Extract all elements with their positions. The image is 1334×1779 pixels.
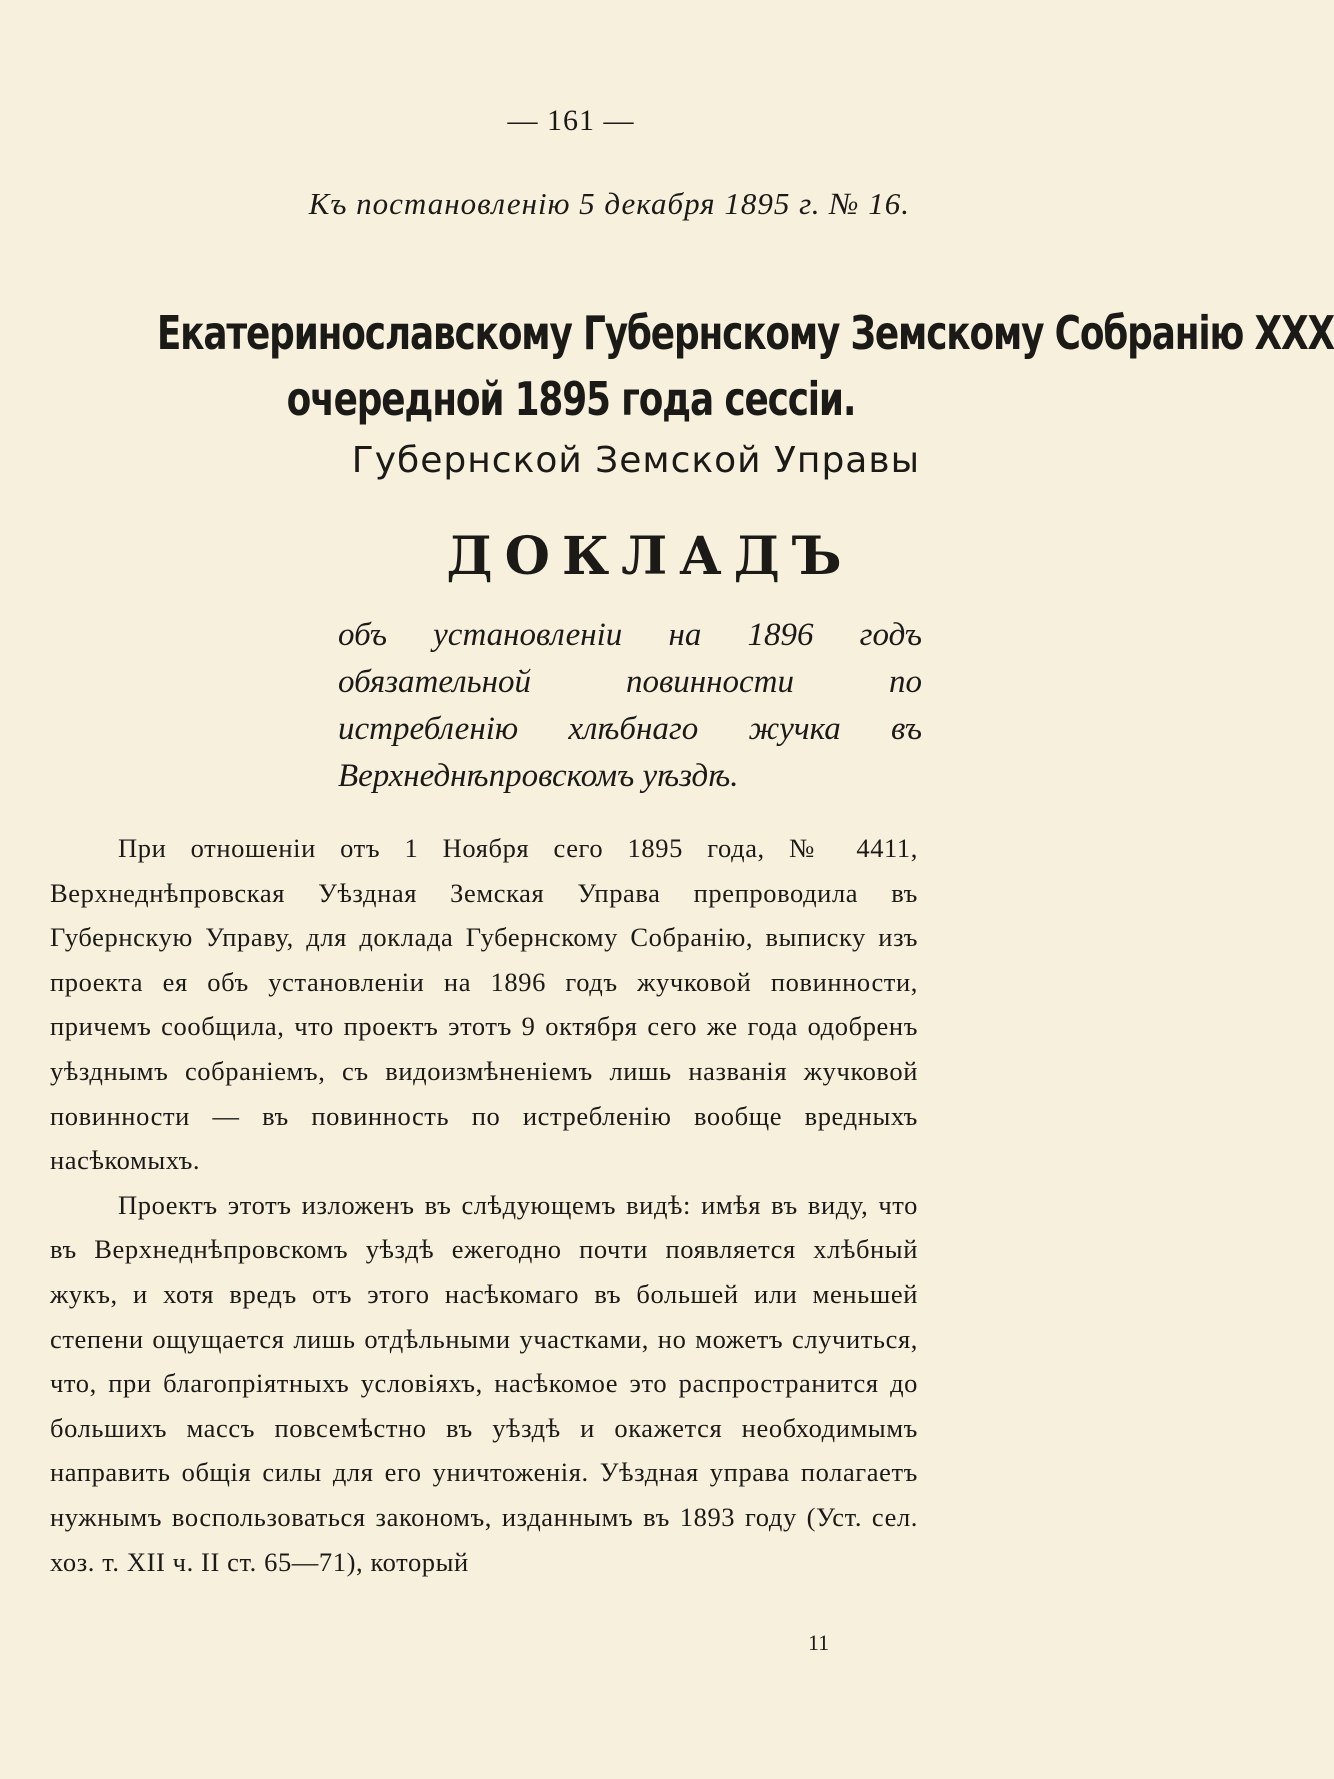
heading-line-2: очередной 1895 года сессіи. (286, 372, 856, 426)
paragraph-1: При отношеніи отъ 1 Ноября сего 1895 года, № 4411, Верхнеднѣпровская Уѣздная Земская Управа препроводила въ Губернскую Управу, для доклада Губернскому Собранію, выписку изъ проекта ея объ установленіи на 1896 годъ жучковой повинности, причемъ сообщила, что проектъ этотъ 9 октября сего же года одобренъ уѣзднымъ собраніемъ, съ видоизмѣненіемъ лишь названія жучковой повинности — въ повинность по истребленію вообще вредныхъ насѣкомыхъ. (50, 833, 918, 1176)
resolution-reference: Къ постановленію 5 декабря 1895 г. № 16. (308, 186, 910, 221)
council-name: Губернской Земской Управы (351, 440, 920, 481)
document-title: ДОКЛАДЪ (446, 526, 854, 587)
body-text (50, 826, 918, 1584)
heading (156, 300, 1334, 432)
paragraph-2: Проектъ этотъ изложенъ въ слѣдующемъ видѣ: имѣя въ виду, что въ Верхнеднѣпровскомъ уѣздѣ ежегодно почти появляется хлѣбный жукъ, и хотя вредъ отъ этого насѣкомаго въ большей или меньшей степени ощущается лишь отдѣльными участками, но можетъ случиться, что, при благопріятныхъ условіяхъ, насѣкомое это распространится до большихъ массъ повсемѣстно въ уѣздѣ и окажется необходимымъ направить общія силы для его уничтоженія. Уѣздная управа полагаетъ нужнымъ воспользоваться закономъ, изданнымъ въ 1893 году (Уст. сел. хоз. т. XII ч. II ст. 65—71), который (50, 1189, 918, 1577)
page-number: — 161 — (507, 104, 635, 137)
signature-mark: 11 (808, 1630, 830, 1655)
report-subject: объ установленіи на 1896 годъ обязательной повинности по истребленію хлѣбнаго жучка въ Верхнеднѣпровскомъ уѣздѣ. (338, 617, 922, 794)
heading-line-1: Екатеринославскому Губернскому Земскому Собранію XXX (156, 306, 1334, 360)
